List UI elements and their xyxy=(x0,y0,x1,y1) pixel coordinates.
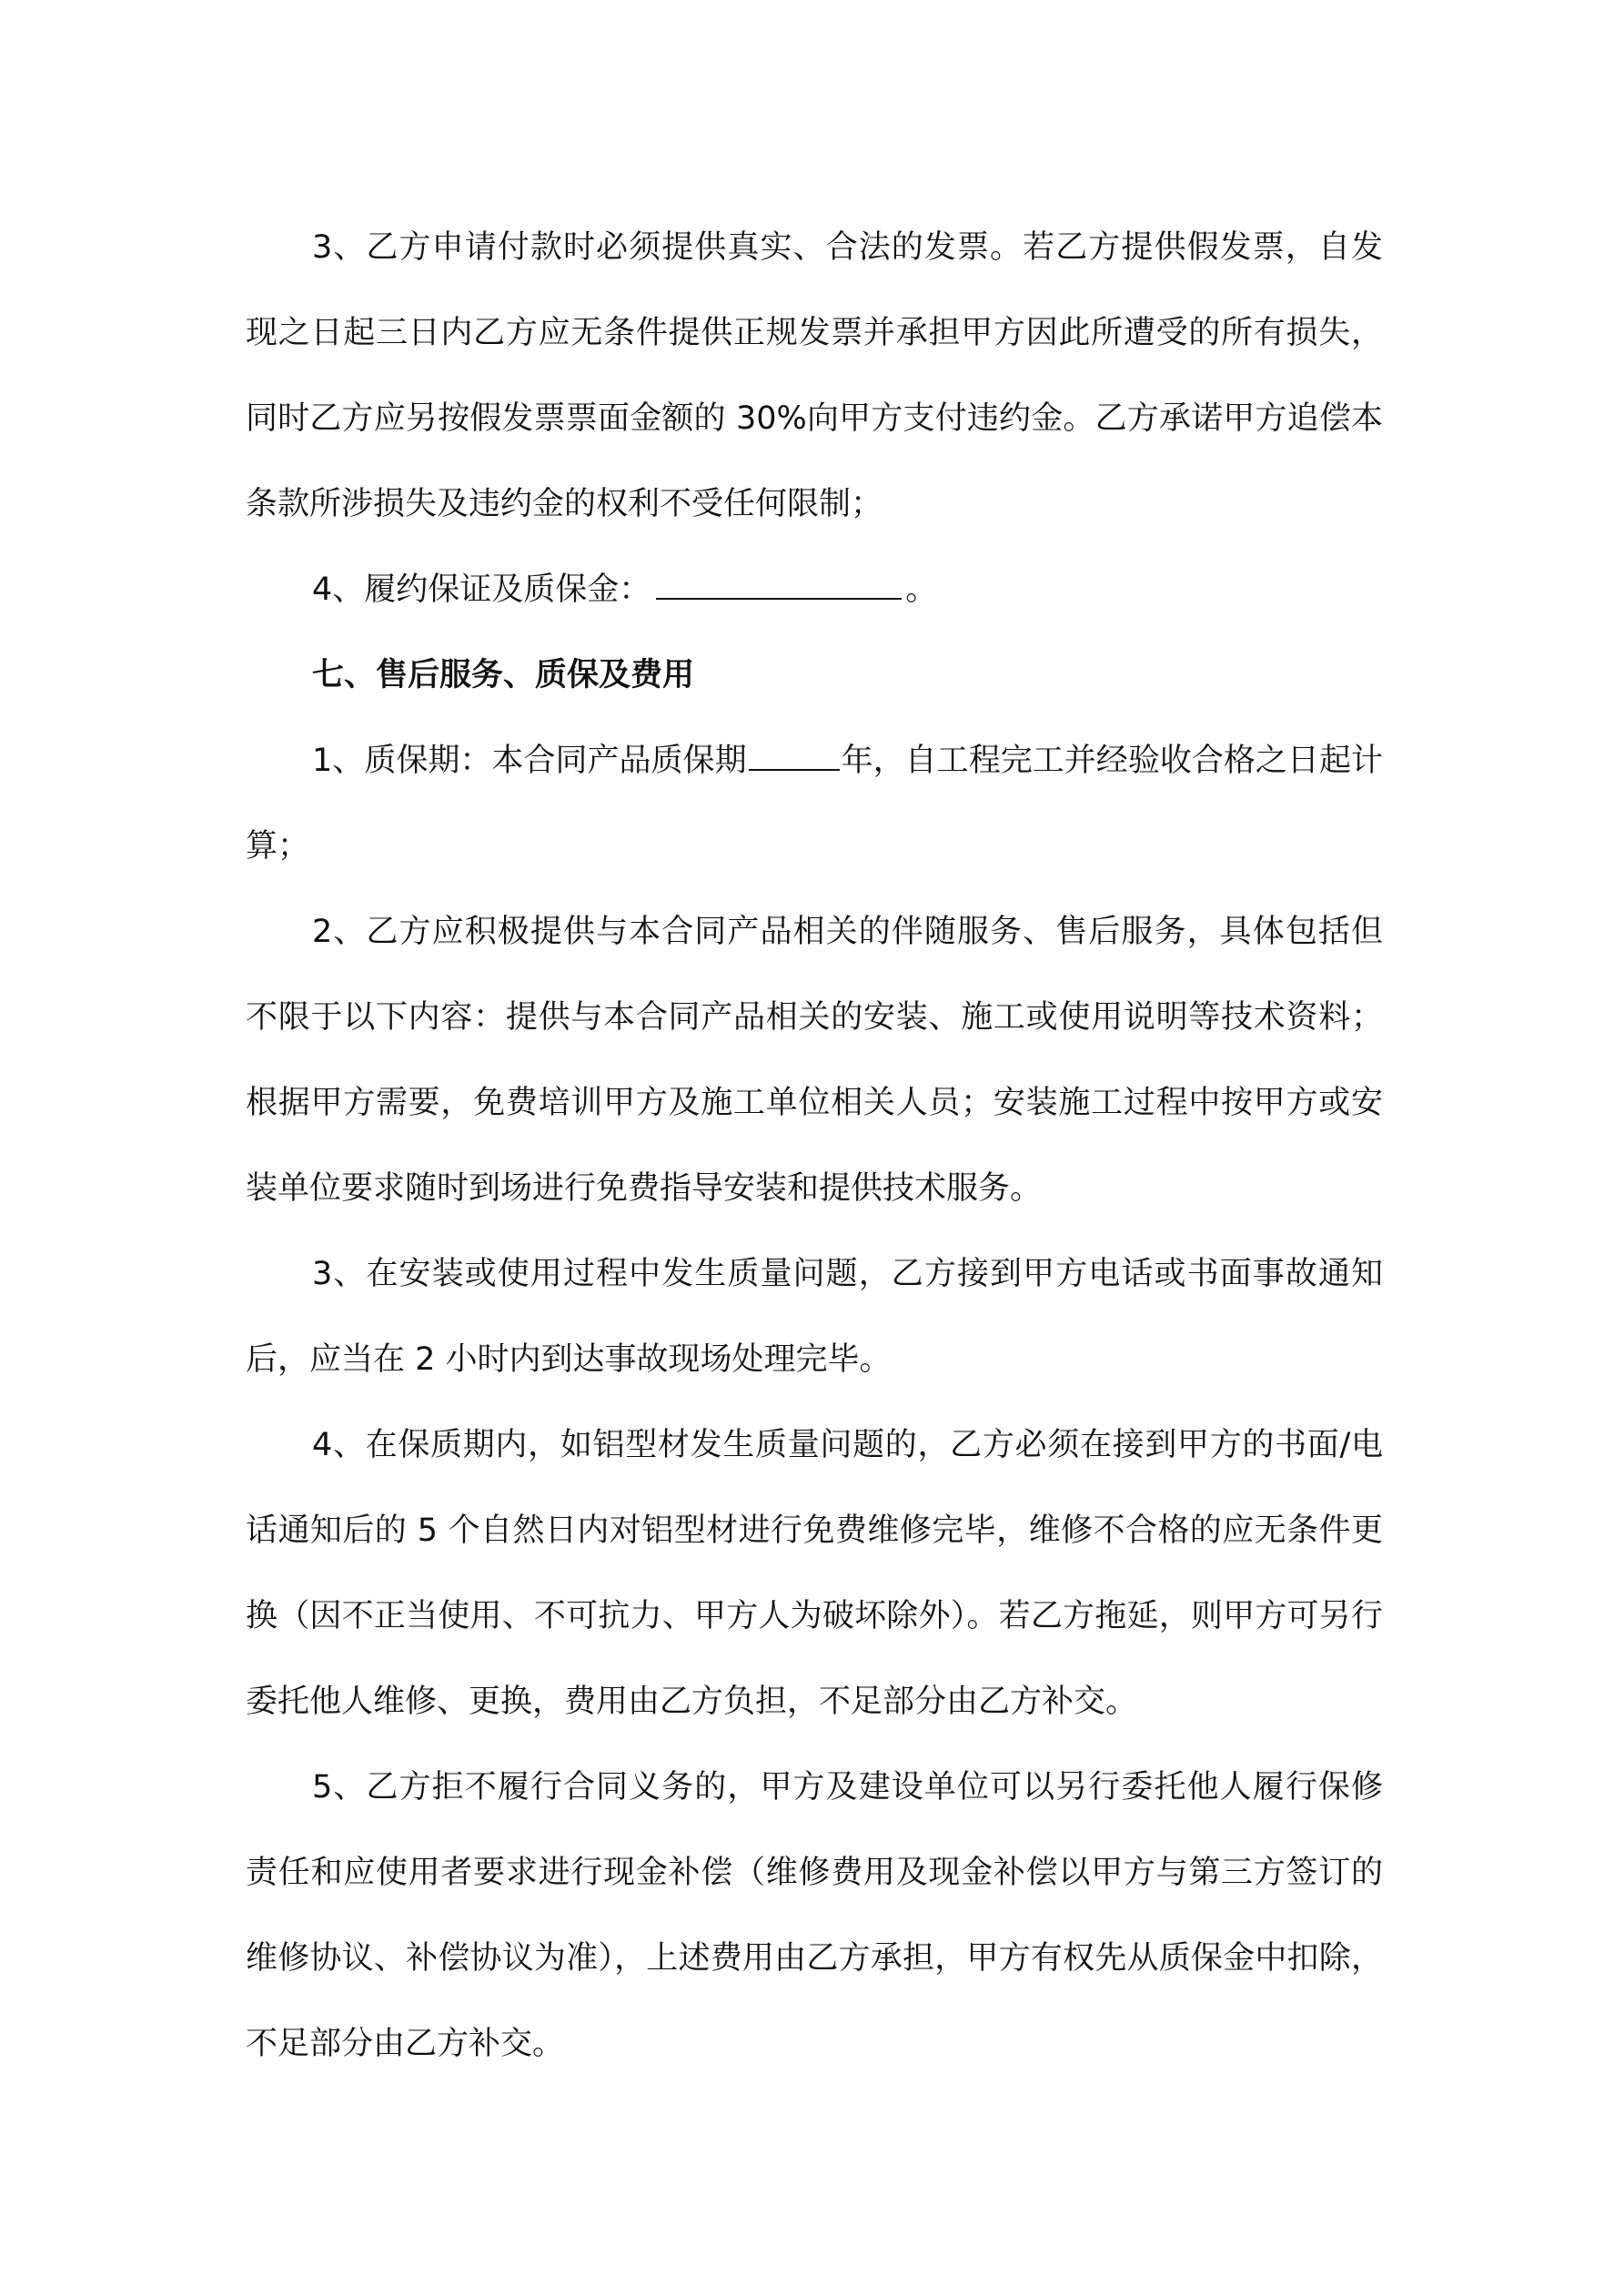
section-7-heading: 七、售后服务、质保及费用 xyxy=(312,657,695,693)
guarantee-blank-field xyxy=(656,571,902,600)
clause-7-5-default: 5、乙方拒不履行合同义务的，甲方及建设单位可以另行委托他人履行保修责任和应使用者要求进行现金补偿（维修费用及现金补偿以甲方与第三方签订的维修协议、补偿协议为准），上述费用由乙方承担，甲方有权先从质保金中扣除，不足部分由乙方补交。 xyxy=(246,1769,1383,2062)
clause-7-1-warranty-period xyxy=(246,718,1383,889)
clause-6-4-guarantee xyxy=(246,547,1383,632)
warranty-years-blank-field xyxy=(749,742,840,771)
clause-7-4-repair: 4、在保质期内，如铝型材发生质量问题的，乙方必须在接到甲方的书面/电话通知后的 5 个自然日内对铝型材进行免费维修完毕，维修不合格的应无条件更换（因不正当使用、不可抗力、甲方人为破坏除外）。若乙方拖延，则甲方可另行委托他人维修、更换，费用由乙方负担，不足部分由乙方补交。 xyxy=(246,1427,1383,1720)
clause-6-3-invoice: 3、乙方申请付款时必须提供真实、合法的发票。若乙方提供假发票，自发现之日起三日内乙方应无条件提供正规发票并承担甲方因此所遭受的所有损失，同时乙方应另按假发票票面金额的 30%向甲方支付违约金。乙方承诺甲方追偿本条款所涉损失及违约金的权利不受任何限制； xyxy=(246,229,1383,522)
document-page xyxy=(246,205,1383,2087)
clause-7-1-text: 1、质保期：本合同产品质保期 xyxy=(312,743,747,779)
clause-7-3-response: 3、在安装或使用过程中发生质量问题，乙方接到甲方电话或书面事故通知后，应当在 2 小时内到达事故现场处理完毕。 xyxy=(246,1256,1383,1378)
clause-6-4-end: 。 xyxy=(905,571,938,608)
clause-7-1-text-end: 年，自工程完工并经验收合格之日起计算； xyxy=(246,743,1383,865)
clause-7-2-service: 2、乙方应积极提供与本合同产品相关的伴随服务、售后服务，具体包括但不限于以下内容：提供与本合同产品相关的安装、施工或使用说明等技术资料；根据甲方需要，免费培训甲方及施工单位相关人员；安装施工过程中按甲方或安装单位要求随时到场进行免费指导安装和提供技术服务。 xyxy=(246,914,1383,1207)
clause-6-4-text: 4、履约保证及质保金： xyxy=(312,571,651,608)
